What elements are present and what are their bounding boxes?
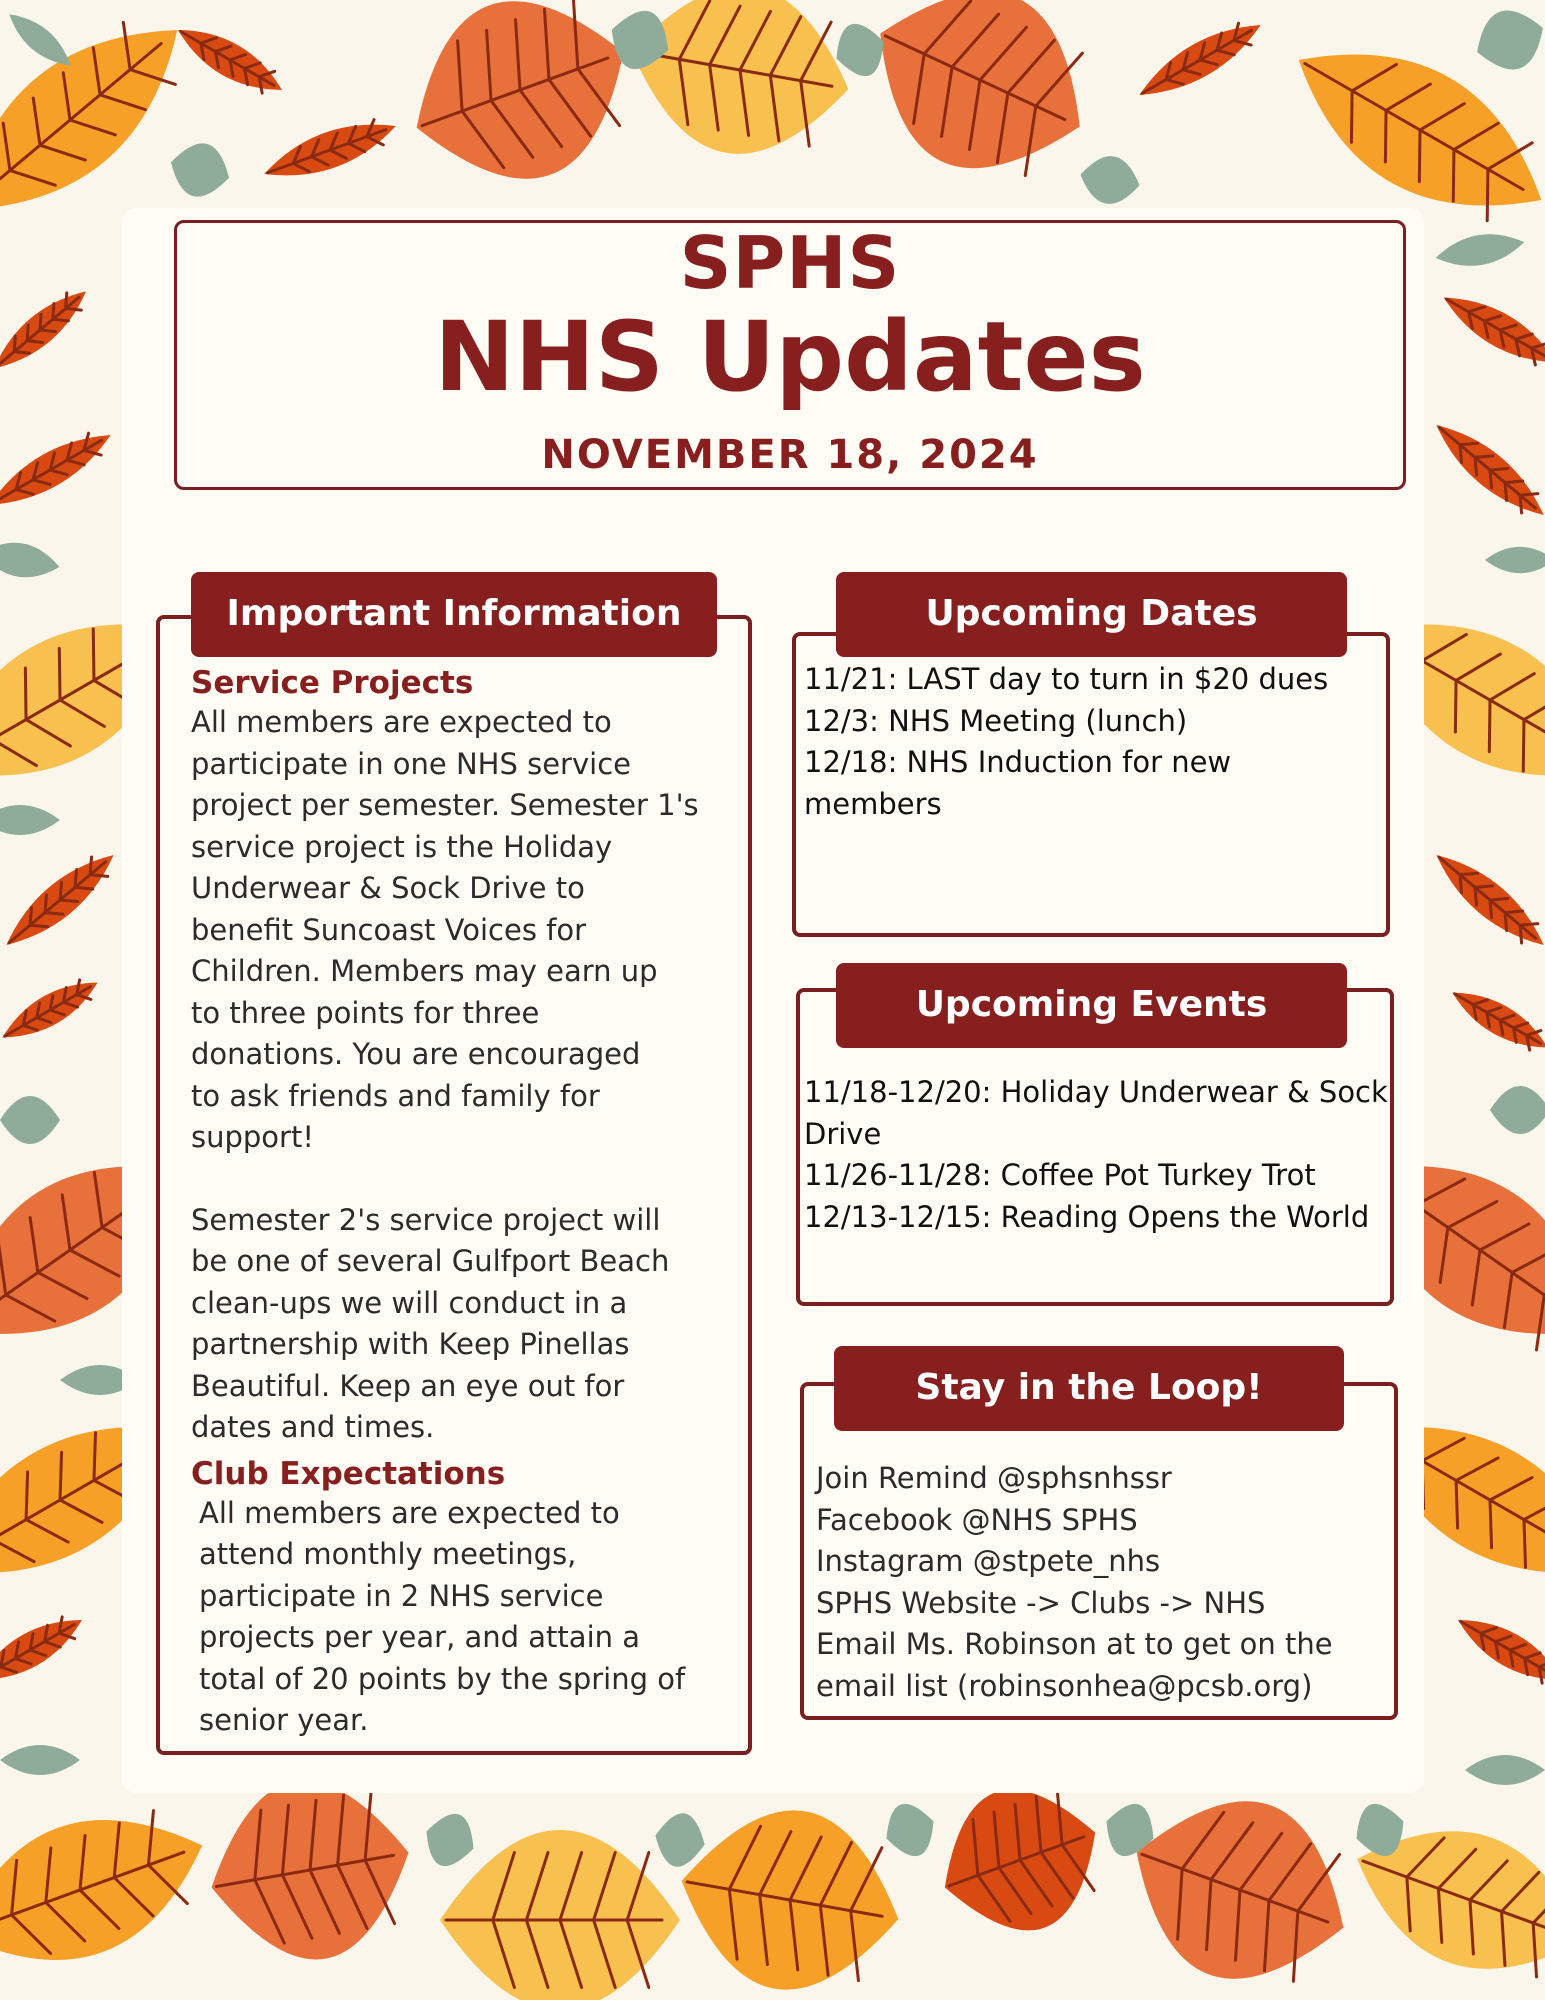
upcoming-dates-list (804, 659, 1384, 825)
service-projects-title: Service Projects (191, 665, 474, 701)
autumn-leaf-icon (1435, 283, 1545, 377)
important-info-heading: Important Information (191, 572, 717, 657)
upcoming-dates-heading: Upcoming Dates (836, 572, 1347, 657)
list-item: 11/21: LAST day to turn in $20 dues (804, 662, 1329, 696)
sage-leaf-icon (0, 1745, 80, 1775)
upcoming-events-list (804, 1072, 1389, 1238)
school-name: SPHS (679, 221, 901, 305)
autumn-leaf-icon (920, 1765, 1120, 1955)
instagram-link: Instagram @stpete_nhs (816, 1544, 1161, 1578)
email-instruction: Email Ms. Robinson at to get on the (816, 1627, 1333, 1661)
list-item: 11/26-11/28: Coffee Pot Turkey Trot (804, 1158, 1316, 1192)
autumn-leaf-icon (1450, 1605, 1545, 1694)
autumn-leaf-icon (258, 109, 402, 191)
upcoming-events-heading: Upcoming Events (836, 963, 1347, 1048)
sage-leaf-icon (1490, 1086, 1545, 1134)
sage-leaf-icon (1465, 1755, 1545, 1785)
stay-in-loop-heading: Stay in the Loop! (834, 1346, 1344, 1431)
page-title: NHS Updates (434, 301, 1146, 413)
sage-leaf-icon (0, 537, 62, 584)
autumn-leaf-icon (0, 420, 119, 519)
stay-in-loop-list (816, 1458, 1396, 1707)
remind-link: Join Remind @sphsnhssr (816, 1461, 1172, 1495)
list-item: 12/3: NHS Meeting (lunch) (804, 703, 1188, 738)
autumn-leaf-icon (0, 970, 105, 1051)
list-item: 12/18: NHS Induction for new (804, 745, 1232, 779)
club-paragraph: All members are expected to attend monthly meetings, participate in 2 NHS service projects per year, and attain a total of 20 points by the spring of senior year. (199, 1495, 686, 1737)
autumn-leaf-icon (0, 280, 96, 380)
autumn-leaf-icon (0, 1605, 90, 1694)
autumn-leaf-icon (170, 15, 291, 104)
autumn-leaf-icon (1106, 1768, 1374, 2000)
list-item: 12/13-12/15: Reading Opens the World (804, 1199, 1370, 1234)
autumn-leaf-icon (1426, 412, 1545, 528)
title-banner (174, 220, 1406, 490)
list-item: members (804, 786, 942, 821)
sage-leaf-icon (1433, 227, 1527, 272)
sage-leaf-icon (0, 805, 60, 835)
autumn-leaf-icon (842, 0, 1117, 208)
semester2-paragraph: Semester 2's service project will be one of several Gulfport Beach clean-ups we will conduct in a partnership with Keep Pinellas Beautiful. Keep an eye out for dates and times. (191, 1202, 670, 1444)
autumn-leaf-icon (440, 1830, 680, 2000)
sage-leaf-icon (2, 5, 79, 75)
sage-leaf-icon (1076, 151, 1143, 209)
sage-leaf-icon (1467, 0, 1545, 80)
sage-leaf-icon (164, 136, 236, 204)
autumn-leaf-icon (1426, 842, 1545, 958)
sage-leaf-icon (1485, 547, 1545, 573)
list-item: Drive (804, 1116, 882, 1151)
email-instruction-cont: email list (robinsonhea@pcsb.org) (816, 1668, 1313, 1703)
sage-leaf-icon (417, 1806, 482, 1874)
list-item: 11/18-12/20: Holiday Underwear & Sock (804, 1075, 1388, 1109)
website-path: SPHS Website -> Clubs -> NHS (816, 1585, 1266, 1620)
autumn-leaf-icon (666, 1792, 914, 2000)
issue-date: NOVEMBER 18, 2024 (541, 432, 1039, 478)
autumn-leaf-icon (0, 1784, 225, 1997)
autumn-leaf-icon (1131, 10, 1269, 109)
sage-leaf-icon (0, 1096, 60, 1144)
facebook-link: Facebook @NHS SPHS (816, 1502, 1138, 1537)
autumn-leaf-icon (0, 842, 124, 958)
club-expectations-title: Club Expectations (191, 1455, 506, 1492)
autumn-leaf-icon (196, 1764, 424, 1976)
autumn-leaf-icon (1445, 980, 1545, 1061)
service-paragraph: All members are expected to participate in one NHS service project per semester. Semester 1's service project is the Holiday Underwear & Sock Drive to benefit Suncoast Voices for Children. Members may earn up to three points for three donations. You are encouraged to ask friends and family for support! (191, 705, 699, 1154)
sage-leaf-icon (877, 1796, 942, 1864)
important-info-content (191, 664, 751, 1742)
